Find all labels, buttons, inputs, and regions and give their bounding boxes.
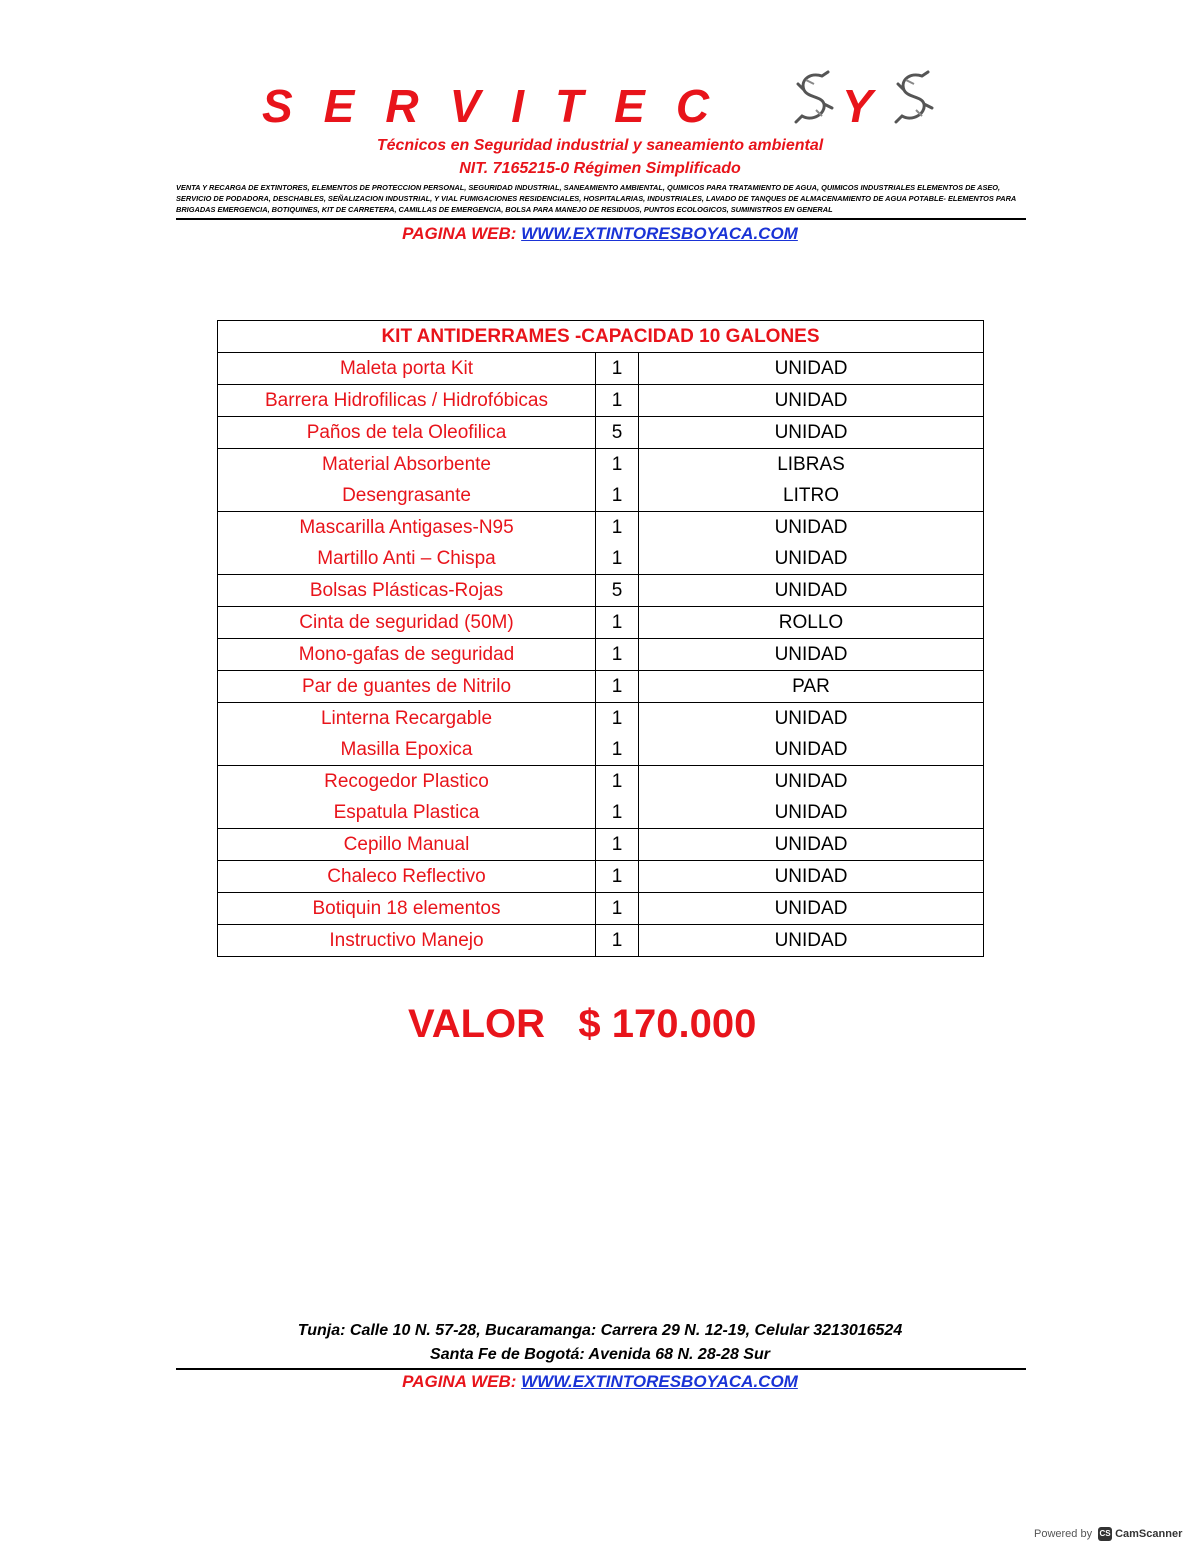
item-quantity: 1 bbox=[596, 766, 639, 798]
item-quantity: 1 bbox=[596, 639, 639, 671]
header-divider bbox=[176, 218, 1026, 220]
header-website bbox=[0, 224, 1200, 246]
address-line-2: Santa Fe de Bogotá: Avenida 68 N. 28-28 Sur bbox=[430, 1346, 770, 1363]
item-unit: UNIDAD bbox=[639, 703, 984, 735]
services-description: VENTA Y RECARGA DE EXTINTORES, ELEMENTOS DE PROTECCION PERSONAL, SEGURIDAD INDUSTRIAL, SANEAMIENTO AMBIENTAL, QUIMICOS PARA TRATAMIENTO DE AGUA, QUIMICOS INDUSTRIALES ELEMENTOS DE ASEO, SERVICIO DE PODADORA, DESCHABLES, SEÑALIZACION INDUSTRIAL, Y VIAL FUMIGACIONES RESIDENCIALES, HOSPITALARIAS, INDUSTRIALES, LAVADO DE TANQUES DE ALMACENAMIENTO DE AGUA POTABLE- ELEMENTOS PARA BRIGADAS EMERGENCIA, BOTIQUINES, KIT DE CARRETERA, CAMILLAS DE EMERGENCIA, BOLSA PARA MANEJO DE RESIDUOS, PUNTOS ECOLOGICOS, SUMINISTROS EN GENERAL bbox=[176, 183, 1016, 214]
price-amount: $ 170.000 bbox=[578, 1002, 757, 1046]
dragon-icon bbox=[792, 70, 836, 130]
address-line-1: Tunja: Calle 10 N. 57-28, Bucaramanga: Carrera 29 N. 12-19, Celular 3213016524 bbox=[297, 1322, 903, 1339]
item-name: Mascarilla Antigases-N95 bbox=[218, 512, 596, 544]
item-name: Instructivo Manejo bbox=[218, 925, 596, 957]
item-quantity: 1 bbox=[596, 353, 639, 385]
item-unit: ROLLO bbox=[639, 607, 984, 639]
item-unit: UNIDAD bbox=[639, 829, 984, 861]
footer-divider bbox=[176, 1368, 1026, 1370]
item-quantity: 1 bbox=[596, 607, 639, 639]
camscanner-name: CamScanner bbox=[1115, 1528, 1183, 1540]
item-unit: LIBRAS bbox=[639, 449, 984, 481]
table-row bbox=[218, 829, 984, 861]
item-unit: LITRO bbox=[639, 480, 984, 512]
item-unit: PAR bbox=[639, 671, 984, 703]
camscanner-watermark bbox=[1034, 1524, 1182, 1544]
item-name: Chaleco Reflectivo bbox=[218, 861, 596, 893]
item-quantity: 1 bbox=[596, 893, 639, 925]
table-row bbox=[218, 385, 984, 417]
price bbox=[408, 1000, 808, 1048]
tagline: Técnicos en Seguridad industrial y saneamiento ambiental bbox=[376, 137, 824, 154]
item-unit: UNIDAD bbox=[639, 417, 984, 449]
item-unit: UNIDAD bbox=[639, 385, 984, 417]
table-title: KIT ANTIDERRAMES -CAPACIDAD 10 GALONES bbox=[218, 321, 984, 353]
table-row bbox=[218, 353, 984, 385]
table-row bbox=[218, 543, 984, 575]
website-link[interactable]: WWW.EXTINTORESBOYACA.COM bbox=[521, 1372, 798, 1391]
item-quantity: 1 bbox=[596, 385, 639, 417]
website-label: PAGINA WEB: bbox=[402, 224, 517, 243]
item-name: Cinta de seguridad (50M) bbox=[218, 607, 596, 639]
item-quantity: 1 bbox=[596, 671, 639, 703]
item-unit: UNIDAD bbox=[639, 766, 984, 798]
item-quantity: 1 bbox=[596, 480, 639, 512]
brand-suffix: Y bbox=[842, 80, 873, 132]
item-name: Bolsas Plásticas-Rojas bbox=[218, 575, 596, 607]
item-unit: UNIDAD bbox=[639, 925, 984, 957]
item-name: Cepillo Manual bbox=[218, 829, 596, 861]
item-unit: UNIDAD bbox=[639, 797, 984, 829]
table-row bbox=[218, 703, 984, 735]
table-row bbox=[218, 449, 984, 481]
item-unit: UNIDAD bbox=[639, 639, 984, 671]
item-quantity: 1 bbox=[596, 861, 639, 893]
brand-name: SERVITEC bbox=[262, 80, 741, 132]
item-unit: UNIDAD bbox=[639, 543, 984, 575]
item-name: Masilla Epoxica bbox=[218, 734, 596, 766]
item-quantity: 1 bbox=[596, 512, 639, 544]
item-quantity: 1 bbox=[596, 703, 639, 735]
item-unit: UNIDAD bbox=[639, 353, 984, 385]
item-name: Paños de tela Oleofilica bbox=[218, 417, 596, 449]
item-name: Barrera Hidrofilicas / Hidrofóbicas bbox=[218, 385, 596, 417]
table-row bbox=[218, 671, 984, 703]
table-row bbox=[218, 766, 984, 798]
item-quantity: 1 bbox=[596, 829, 639, 861]
item-quantity: 1 bbox=[596, 925, 639, 957]
table-body bbox=[218, 353, 984, 957]
table-row bbox=[218, 925, 984, 957]
price-label: VALOR bbox=[408, 1002, 546, 1046]
item-unit: UNIDAD bbox=[639, 893, 984, 925]
item-name: Recogedor Plastico bbox=[218, 766, 596, 798]
table-row bbox=[218, 575, 984, 607]
item-quantity: 5 bbox=[596, 417, 639, 449]
item-quantity: 5 bbox=[596, 575, 639, 607]
item-name: Espatula Plastica bbox=[218, 797, 596, 829]
item-unit: UNIDAD bbox=[639, 512, 984, 544]
website-label: PAGINA WEB: bbox=[402, 1372, 517, 1391]
table-row bbox=[218, 639, 984, 671]
table-row bbox=[218, 861, 984, 893]
table-row bbox=[218, 734, 984, 766]
item-unit: UNIDAD bbox=[639, 734, 984, 766]
item-quantity: 1 bbox=[596, 449, 639, 481]
dragon-icon bbox=[892, 70, 936, 130]
item-name: Mono-gafas de seguridad bbox=[218, 639, 596, 671]
item-quantity: 1 bbox=[596, 797, 639, 829]
item-quantity: 1 bbox=[596, 543, 639, 575]
table-row bbox=[218, 417, 984, 449]
website-link[interactable]: WWW.EXTINTORESBOYACA.COM bbox=[521, 224, 798, 243]
camscanner-logo-icon: CS bbox=[1098, 1527, 1112, 1541]
item-quantity: 1 bbox=[596, 734, 639, 766]
item-name: Martillo Anti – Chispa bbox=[218, 543, 596, 575]
item-name: Botiquin 18 elementos bbox=[218, 893, 596, 925]
item-name: Par de guantes de Nitrilo bbox=[218, 671, 596, 703]
nit-regime: NIT. 7165215-0 Régimen Simplificado bbox=[459, 160, 741, 177]
item-unit: UNIDAD bbox=[639, 575, 984, 607]
item-unit: UNIDAD bbox=[639, 861, 984, 893]
table-row bbox=[218, 607, 984, 639]
powered-by-text: Powered by bbox=[1034, 1528, 1093, 1540]
table-row bbox=[218, 893, 984, 925]
item-name: Linterna Recargable bbox=[218, 703, 596, 735]
kit-table bbox=[217, 320, 984, 957]
table-row bbox=[218, 797, 984, 829]
item-name: Desengrasante bbox=[218, 480, 596, 512]
table-row bbox=[218, 480, 984, 512]
item-name: Material Absorbente bbox=[218, 449, 596, 481]
item-name: Maleta porta Kit bbox=[218, 353, 596, 385]
table-row bbox=[218, 512, 984, 544]
footer-website bbox=[0, 1372, 1200, 1394]
